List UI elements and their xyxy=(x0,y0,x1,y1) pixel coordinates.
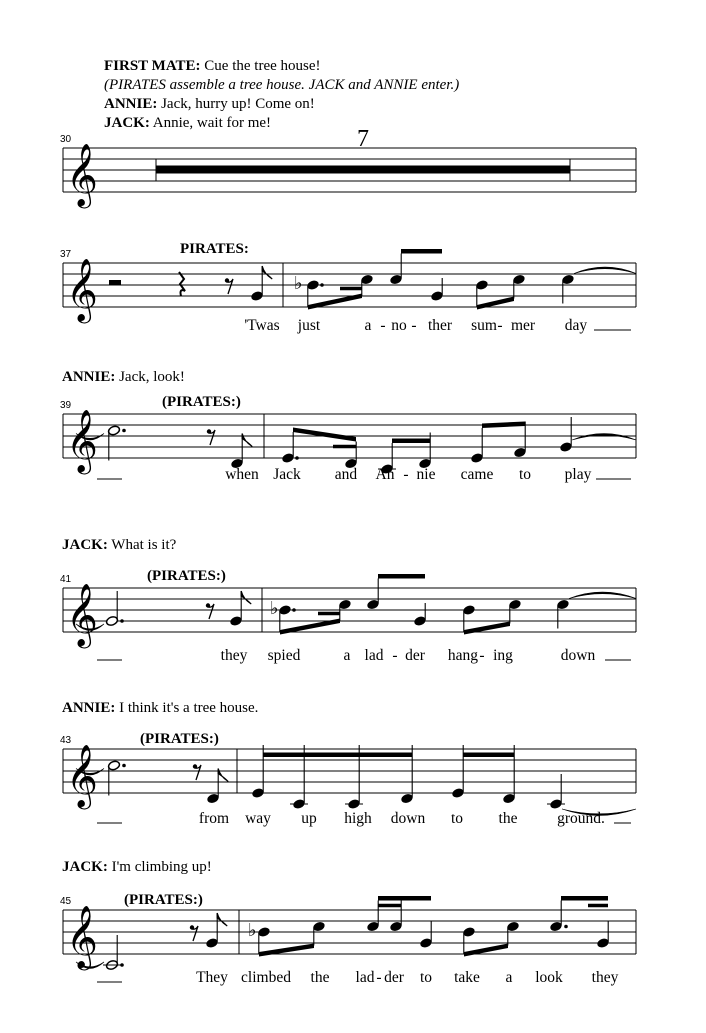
direction-line: FIRST MATE: Cue the tree house! xyxy=(104,58,321,74)
lyric-syllable: to xyxy=(450,810,464,827)
measure-number: 39 xyxy=(60,400,72,411)
multimeasure-rest-count: 7 xyxy=(357,126,369,152)
lyric-syllable: They xyxy=(196,969,228,986)
treble-clef-icon: 𝄞 xyxy=(66,905,98,968)
beam xyxy=(378,574,425,579)
measure-number: 43 xyxy=(60,735,72,746)
note-head xyxy=(281,452,294,463)
note-head xyxy=(278,604,291,615)
lyric-syllable: lad xyxy=(364,647,384,664)
note-flag xyxy=(217,913,227,926)
note-head xyxy=(561,274,574,285)
direction-line: JACK: Annie, wait for me! xyxy=(104,115,272,131)
tie xyxy=(574,267,636,273)
part-label: PIRATES: xyxy=(180,241,249,257)
lyric-syllable: from xyxy=(198,810,230,827)
note-head xyxy=(205,937,218,948)
note-head xyxy=(389,274,402,285)
lyric-syllable: play xyxy=(564,466,592,483)
dialogue-line: JACK: What is it? xyxy=(62,537,177,553)
note-head xyxy=(360,274,373,285)
lyric-syllable: nie xyxy=(416,466,436,483)
lyric-syllable: way xyxy=(245,810,271,827)
dialogue-line: ANNIE: I think it's a tree house. xyxy=(62,700,259,716)
augmentation-dot xyxy=(120,619,124,623)
tie xyxy=(572,434,636,440)
note-head xyxy=(229,615,242,626)
augmentation-dot xyxy=(122,764,126,768)
note-head xyxy=(502,793,515,804)
lyric-hyphen: - xyxy=(403,466,409,483)
lyric-syllable: spied xyxy=(267,647,301,664)
lyric-syllable: down xyxy=(560,647,596,664)
note-head xyxy=(559,441,572,452)
lyric-syllable: mer xyxy=(510,317,536,334)
part-label: (PIRATES:) xyxy=(162,394,241,410)
lyric-syllable: they xyxy=(220,647,248,664)
part-label: (PIRATES:) xyxy=(124,892,203,908)
flat-sign: ♭ xyxy=(294,273,303,294)
note-flag xyxy=(242,434,252,447)
lyric-syllable: to xyxy=(419,969,433,986)
note-head xyxy=(366,921,379,932)
lyric-syllable: climbed xyxy=(241,969,291,986)
note-head xyxy=(107,425,120,436)
lyric-syllable: look xyxy=(535,969,563,986)
note-head xyxy=(596,937,609,948)
dialogue-line: JACK: I'm climbing up! xyxy=(62,859,212,875)
lyric-syllable: to xyxy=(518,466,532,483)
augmentation-dot xyxy=(320,283,324,287)
note-head xyxy=(107,760,120,771)
note-head xyxy=(556,599,569,610)
note-head xyxy=(549,921,562,932)
lyric-syllable: der xyxy=(384,969,404,986)
lyric-syllable: when xyxy=(225,466,259,483)
lyric-syllable: ther xyxy=(427,317,453,334)
note-head xyxy=(250,290,263,301)
note-head xyxy=(366,599,379,610)
note-head xyxy=(508,599,521,610)
half-rest xyxy=(109,280,121,285)
part-label: (PIRATES:) xyxy=(140,731,219,747)
note-head xyxy=(338,599,351,610)
treble-clef-icon: 𝄞 xyxy=(66,409,98,472)
beam xyxy=(263,753,412,758)
note-flag xyxy=(218,769,228,782)
note-head xyxy=(257,926,270,937)
lyric-syllable: 'Twas xyxy=(244,317,280,334)
note-head xyxy=(475,279,488,290)
lyric-syllable: no xyxy=(391,317,407,334)
beam xyxy=(561,896,608,901)
tie xyxy=(569,592,636,598)
lyric-syllable: up xyxy=(301,810,317,827)
note-head xyxy=(105,615,118,626)
lyric-hyphen: - xyxy=(392,647,398,664)
note-head xyxy=(451,787,464,798)
beam xyxy=(464,622,510,635)
note-head xyxy=(413,615,426,626)
note-head xyxy=(512,274,525,285)
quarter-rest xyxy=(179,272,185,296)
note-head xyxy=(430,290,443,301)
lyric-syllable: they xyxy=(591,969,619,986)
lyric-syllable: lad xyxy=(355,969,375,986)
note-head xyxy=(312,921,325,932)
beam xyxy=(401,249,442,254)
lyric-syllable: a xyxy=(364,317,372,334)
multimeasure-rest-bar xyxy=(156,166,570,174)
lyric-syllable: the xyxy=(498,810,518,827)
note-flag xyxy=(241,591,251,604)
note-head xyxy=(389,921,402,932)
lyric-syllable: der xyxy=(405,647,425,664)
treble-clef-icon: 𝄞 xyxy=(66,583,98,646)
lyric-syllable: a xyxy=(505,969,513,986)
lyric-syllable: Jack xyxy=(273,466,301,483)
beam xyxy=(378,896,431,901)
lyric-syllable: sum xyxy=(471,317,497,334)
lyric-syllable: day xyxy=(564,317,588,334)
beam xyxy=(463,753,514,758)
augmentation-dot xyxy=(295,456,299,460)
lyric-syllable: hang xyxy=(447,647,479,664)
note-head xyxy=(506,921,519,932)
augmentation-dot xyxy=(292,608,296,612)
note-flag xyxy=(262,266,272,279)
note-head xyxy=(419,937,432,948)
lyric-hyphen: - xyxy=(376,969,382,986)
note-head xyxy=(462,604,475,615)
beam xyxy=(477,297,514,310)
lyric-syllable: down xyxy=(390,810,426,827)
lyric-syllable: An xyxy=(375,466,395,483)
lyric-syllable: take xyxy=(454,969,480,986)
part-label: (PIRATES:) xyxy=(147,568,226,584)
beam xyxy=(392,439,430,444)
treble-clef-icon: 𝄞 xyxy=(66,258,98,321)
lyric-hyphen: - xyxy=(411,317,417,334)
treble-clef-icon: 𝄞 xyxy=(66,744,98,807)
note-head xyxy=(206,793,219,804)
beam xyxy=(464,944,508,957)
note-head xyxy=(251,787,264,798)
lyric-syllable: came xyxy=(460,466,494,483)
beam xyxy=(259,944,314,957)
augmentation-dot xyxy=(122,429,126,433)
augmentation-dot xyxy=(564,925,568,929)
lyric-syllable: ground. xyxy=(557,810,605,827)
measure-number: 30 xyxy=(60,134,72,145)
direction-line: (PIRATES assemble a tree house. JACK and ANNIE enter.) xyxy=(104,77,460,93)
beam xyxy=(293,428,356,442)
measure-number: 41 xyxy=(60,574,72,585)
lyric-syllable: ing xyxy=(493,647,513,664)
measure-number: 45 xyxy=(60,896,72,907)
direction-line: ANNIE: Jack, hurry up! Come on! xyxy=(104,96,315,112)
lyric-syllable: just xyxy=(297,317,321,334)
note-head xyxy=(470,452,483,463)
lyric-syllable: and xyxy=(334,466,358,483)
treble-clef-icon: 𝄞 xyxy=(66,143,98,206)
note-head xyxy=(400,793,413,804)
note-head xyxy=(306,279,319,290)
measure-number: 37 xyxy=(60,249,72,260)
lyric-hyphen: - xyxy=(497,317,503,334)
flat-sign: ♭ xyxy=(248,920,257,941)
lyric-syllable: the xyxy=(310,969,330,986)
beam xyxy=(482,422,525,429)
lyric-hyphen: - xyxy=(380,317,386,334)
flat-sign: ♭ xyxy=(270,598,279,619)
lyric-syllable: high xyxy=(344,810,372,827)
lyric-hyphen: - xyxy=(479,647,485,664)
lyric-syllable: a xyxy=(343,647,351,664)
note-head xyxy=(513,447,526,458)
dialogue-line: ANNIE: Jack, look! xyxy=(62,369,185,385)
note-head xyxy=(462,926,475,937)
